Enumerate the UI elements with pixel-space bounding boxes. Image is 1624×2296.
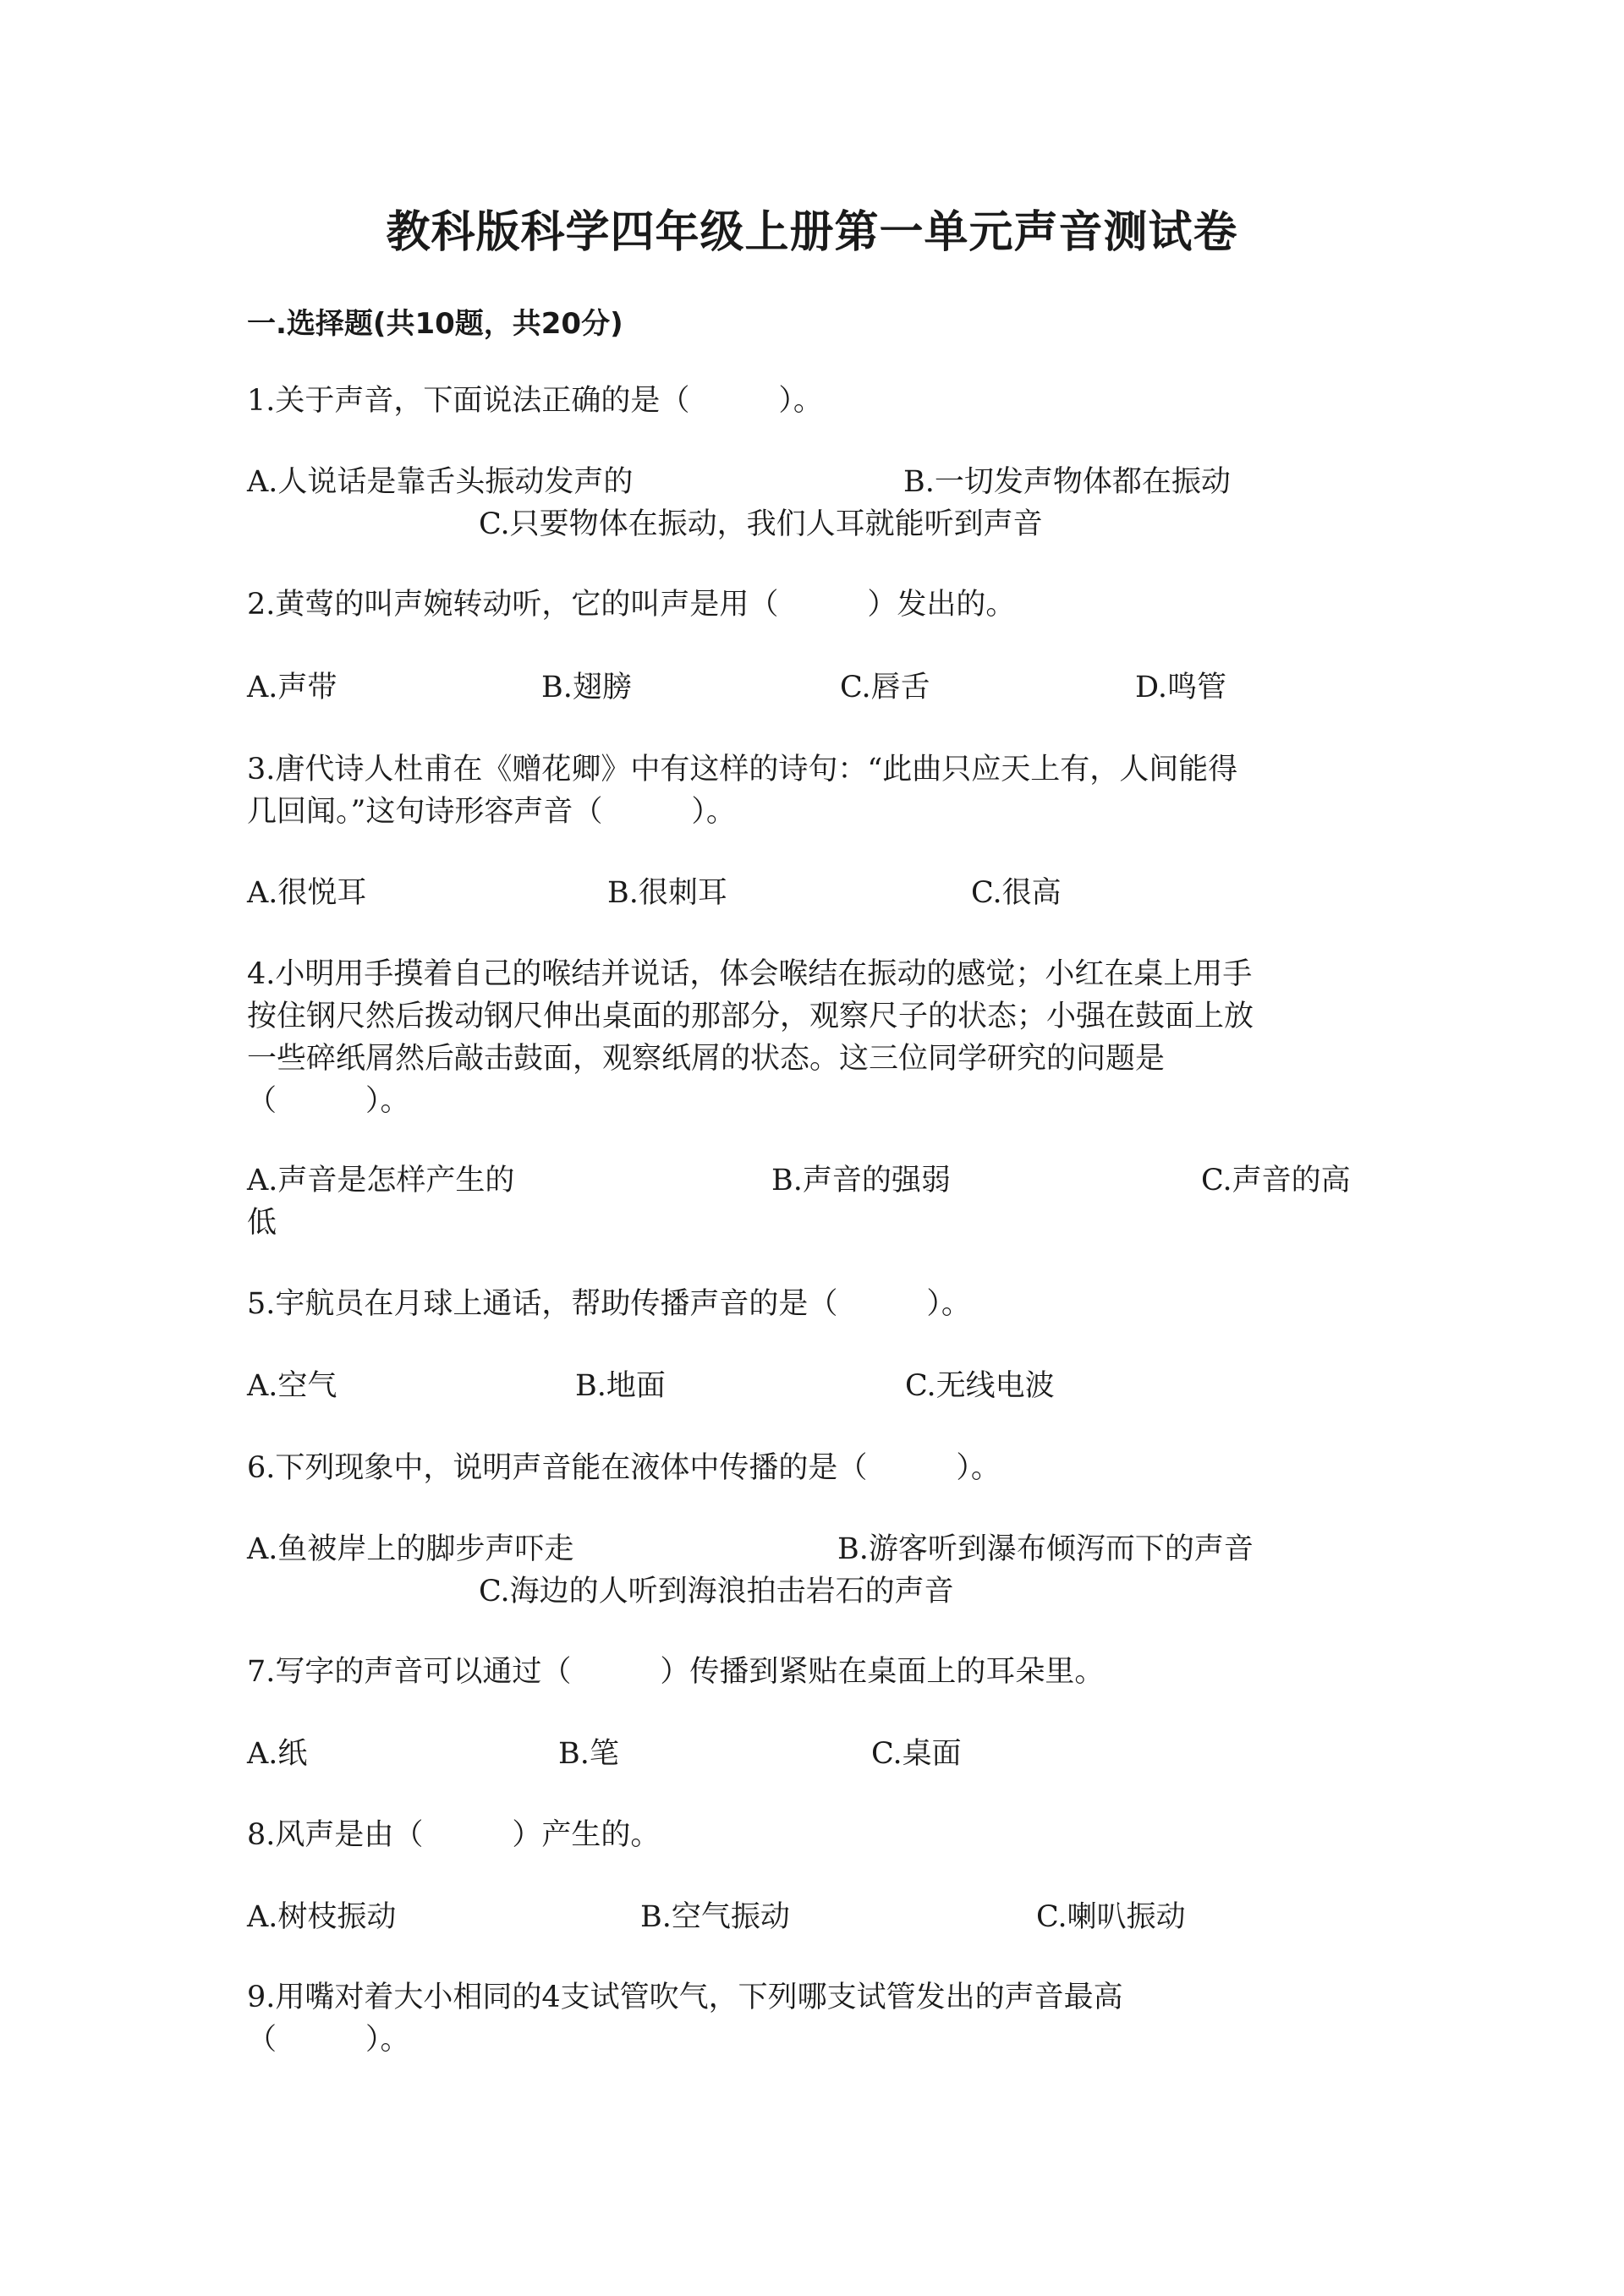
question-3-option-a: A.很悦耳 <box>247 876 367 910</box>
question-4-option-a: A.声音是怎样产生的 <box>247 1164 515 1197</box>
question-4-stem-line-4: （ ）。 <box>247 1084 410 1118</box>
question-9-stem-line-1: 9.用嘴对着大小相同的4支试管吹气，下列哪支试管发出的声音最高 <box>247 1981 1123 2014</box>
question-4-stem-line-3: 一些碎纸屑然后敲击鼓面，观察纸屑的状态。这三位同学研究的问题是 <box>247 1042 1166 1076</box>
section-heading: 一.选择题(共10题，共20分) <box>247 307 623 341</box>
question-5-stem: 5.宇航员在月球上通话，帮助传播声音的是（ ）。 <box>247 1287 971 1321</box>
question-7-option-b: B.笔 <box>558 1737 619 1771</box>
question-4-option-b: B.声音的强弱 <box>771 1164 951 1197</box>
question-2-option-d: D.鸣管 <box>1135 671 1226 704</box>
page-title: 教科版科学四年级上册第一单元声音测试卷 <box>386 207 1238 258</box>
question-2-stem: 2.黄莺的叫声婉转动听，它的叫声是用（ ）发出的。 <box>247 588 1016 622</box>
question-4-stem-line-2: 按住钢尺然后拨动钢尺伸出桌面的那部分，观察尺子的状态；小强在鼓面上放 <box>247 1000 1254 1033</box>
question-5-option-a: A.空气 <box>247 1369 337 1403</box>
question-8-option-b: B.空气振动 <box>640 1900 790 1934</box>
question-9-stem-line-2: （ ）。 <box>247 2023 410 2057</box>
question-1-option-b: B.一切发声物体都在振动 <box>903 465 1231 499</box>
question-8-option-c: C.喇叭振动 <box>1036 1900 1186 1934</box>
question-1-option-a: A.人说话是靠舌头振动发声的 <box>247 465 634 499</box>
question-7-option-a: A.纸 <box>247 1737 308 1771</box>
question-2-option-c: C.唇舌 <box>840 671 930 704</box>
question-5-option-c: C.无线电波 <box>905 1369 1055 1403</box>
question-6-stem: 6.下列现象中，说明声音能在液体中传播的是（ ）。 <box>247 1451 1001 1485</box>
question-1-option-c: C.只要物体在振动，我们人耳就能听到声音 <box>479 507 1043 541</box>
question-3-stem-line-1: 3.唐代诗人杜甫在《赠花卿》中有这样的诗句：“此曲只应天上有，人间能得 <box>247 753 1238 786</box>
question-6-option-b: B.游客听到瀑布倾泻而下的声音 <box>837 1532 1254 1566</box>
question-7-option-c: C.桌面 <box>871 1737 962 1771</box>
question-3-stem-line-2: 几回闻。”这句诗形容声音（ ）。 <box>247 795 736 829</box>
question-8-stem: 8.风声是由（ ）产生的。 <box>247 1818 661 1852</box>
question-2-option-a: A.声带 <box>247 671 337 704</box>
question-3-option-c: C.很高 <box>971 876 1062 910</box>
question-8-option-a: A.树枝振动 <box>247 1900 397 1934</box>
question-5-option-b: B.地面 <box>575 1369 666 1403</box>
question-2-option-b: B.翅膀 <box>541 671 632 704</box>
question-4-option-c-wrap: 低 <box>247 1206 277 1240</box>
question-1-stem: 1.关于声音，下面说法正确的是（ ）。 <box>247 384 823 418</box>
question-6-option-c: C.海边的人听到海浪拍击岩石的声音 <box>479 1575 954 1608</box>
question-4-option-c: C.声音的高 <box>1201 1164 1351 1197</box>
question-3-option-b: B.很刺耳 <box>607 876 727 910</box>
question-6-option-a: A.鱼被岸上的脚步声吓走 <box>247 1532 574 1566</box>
question-4-stem-line-1: 4.小明用手摸着自己的喉结并说话，体会喉结在振动的感觉；小红在桌上用手 <box>247 957 1253 991</box>
question-7-stem: 7.写字的声音可以通过（ ）传播到紧贴在桌面上的耳朵里。 <box>247 1655 1105 1689</box>
